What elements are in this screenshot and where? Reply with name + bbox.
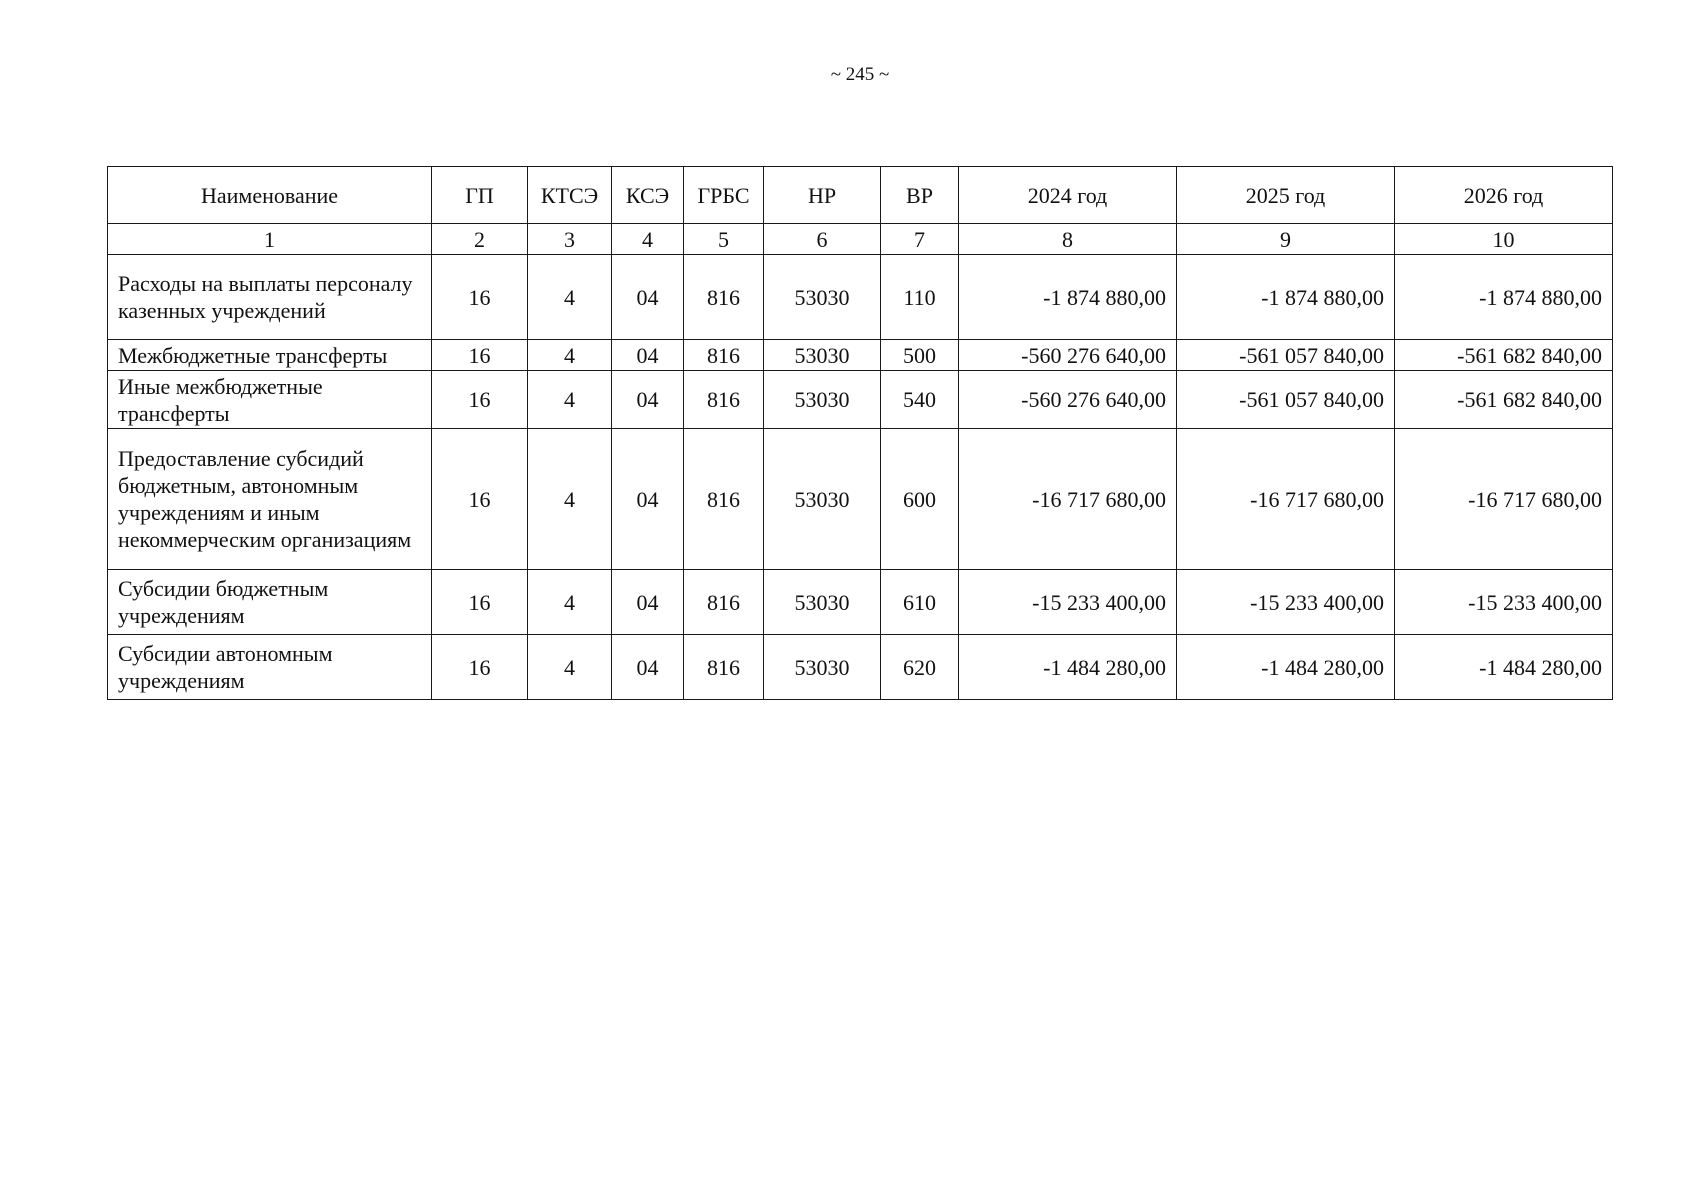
ktse-cell: 4	[528, 340, 612, 371]
row-name-cell: Субсидии автономным учреждениям	[108, 635, 432, 700]
amount-2025-cell: -1 484 280,00	[1177, 635, 1395, 700]
amount-2025-cell: -16 717 680,00	[1177, 429, 1395, 570]
gp-cell: 16	[432, 371, 528, 429]
amount-2026-cell: -16 717 680,00	[1395, 429, 1613, 570]
amount-2024-cell: -15 233 400,00	[959, 570, 1177, 635]
header-2025: 2025 год	[1177, 167, 1395, 224]
ktse-cell: 4	[528, 635, 612, 700]
amount-2024-cell: -16 717 680,00	[959, 429, 1177, 570]
column-index: 3	[528, 224, 612, 255]
header-2026: 2026 год	[1395, 167, 1613, 224]
table-header-row	[108, 167, 1613, 224]
amount-2025-cell: -561 057 840,00	[1177, 371, 1395, 429]
grbs-cell: 816	[684, 570, 764, 635]
column-index: 6	[764, 224, 881, 255]
row-name-cell: Расходы на выплаты персоналу казенных учреждений	[108, 255, 432, 340]
nr-cell: 53030	[764, 429, 881, 570]
header-name: Наименование	[108, 167, 432, 224]
vr-cell: 500	[881, 340, 959, 371]
grbs-cell: 816	[684, 429, 764, 570]
header-ktse: КТСЭ	[528, 167, 612, 224]
grbs-cell: 816	[684, 635, 764, 700]
vr-cell: 110	[881, 255, 959, 340]
vr-cell: 620	[881, 635, 959, 700]
header-nr: НР	[764, 167, 881, 224]
kse-cell: 04	[612, 570, 684, 635]
ktse-cell: 4	[528, 429, 612, 570]
nr-cell: 53030	[764, 570, 881, 635]
column-index: 5	[684, 224, 764, 255]
table-row	[108, 340, 1613, 371]
vr-cell: 600	[881, 429, 959, 570]
amount-2026-cell: -561 682 840,00	[1395, 371, 1613, 429]
header-grbs: ГРБС	[684, 167, 764, 224]
gp-cell: 16	[432, 570, 528, 635]
column-index: 9	[1177, 224, 1395, 255]
budget-table	[107, 166, 1613, 700]
nr-cell: 53030	[764, 340, 881, 371]
amount-2025-cell: -15 233 400,00	[1177, 570, 1395, 635]
header-kse: КСЭ	[612, 167, 684, 224]
amount-2024-cell: -1 874 880,00	[959, 255, 1177, 340]
amount-2025-cell: -561 057 840,00	[1177, 340, 1395, 371]
nr-cell: 53030	[764, 371, 881, 429]
row-name-cell: Предоставление субсидий бюджетным, автономным учреждениям и иным некоммерческим организациям	[108, 429, 432, 570]
vr-cell: 540	[881, 371, 959, 429]
kse-cell: 04	[612, 635, 684, 700]
kse-cell: 04	[612, 429, 684, 570]
gp-cell: 16	[432, 340, 528, 371]
row-name-cell: Межбюджетные трансферты	[108, 340, 432, 371]
column-index: 10	[1395, 224, 1613, 255]
header-gp: ГП	[432, 167, 528, 224]
amount-2026-cell: -1 484 280,00	[1395, 635, 1613, 700]
nr-cell: 53030	[764, 255, 881, 340]
table-row	[108, 255, 1613, 340]
ktse-cell: 4	[528, 570, 612, 635]
grbs-cell: 816	[684, 340, 764, 371]
amount-2025-cell: -1 874 880,00	[1177, 255, 1395, 340]
vr-cell: 610	[881, 570, 959, 635]
grbs-cell: 816	[684, 371, 764, 429]
kse-cell: 04	[612, 255, 684, 340]
ktse-cell: 4	[528, 371, 612, 429]
header-2024: 2024 год	[959, 167, 1177, 224]
nr-cell: 53030	[764, 635, 881, 700]
column-index: 7	[881, 224, 959, 255]
table-row	[108, 371, 1613, 429]
row-name-cell: Иные межбюджетные трансферты	[108, 371, 432, 429]
gp-cell: 16	[432, 635, 528, 700]
column-index: 8	[959, 224, 1177, 255]
row-name-cell: Субсидии бюджетным учреждениям	[108, 570, 432, 635]
column-index: 2	[432, 224, 528, 255]
amount-2024-cell: -560 276 640,00	[959, 371, 1177, 429]
header-vr: ВР	[881, 167, 959, 224]
amount-2026-cell: -1 874 880,00	[1395, 255, 1613, 340]
amount-2026-cell: -561 682 840,00	[1395, 340, 1613, 371]
amount-2024-cell: -560 276 640,00	[959, 340, 1177, 371]
gp-cell: 16	[432, 429, 528, 570]
column-index: 4	[612, 224, 684, 255]
column-index-row	[108, 224, 1613, 255]
kse-cell: 04	[612, 340, 684, 371]
table-row	[108, 570, 1613, 635]
amount-2026-cell: -15 233 400,00	[1395, 570, 1613, 635]
amount-2024-cell: -1 484 280,00	[959, 635, 1177, 700]
table-row	[108, 429, 1613, 570]
page-number: ~ 245 ~	[830, 64, 890, 85]
table-row	[108, 635, 1613, 700]
gp-cell: 16	[432, 255, 528, 340]
grbs-cell: 816	[684, 255, 764, 340]
kse-cell: 04	[612, 371, 684, 429]
ktse-cell: 4	[528, 255, 612, 340]
column-index: 1	[108, 224, 432, 255]
